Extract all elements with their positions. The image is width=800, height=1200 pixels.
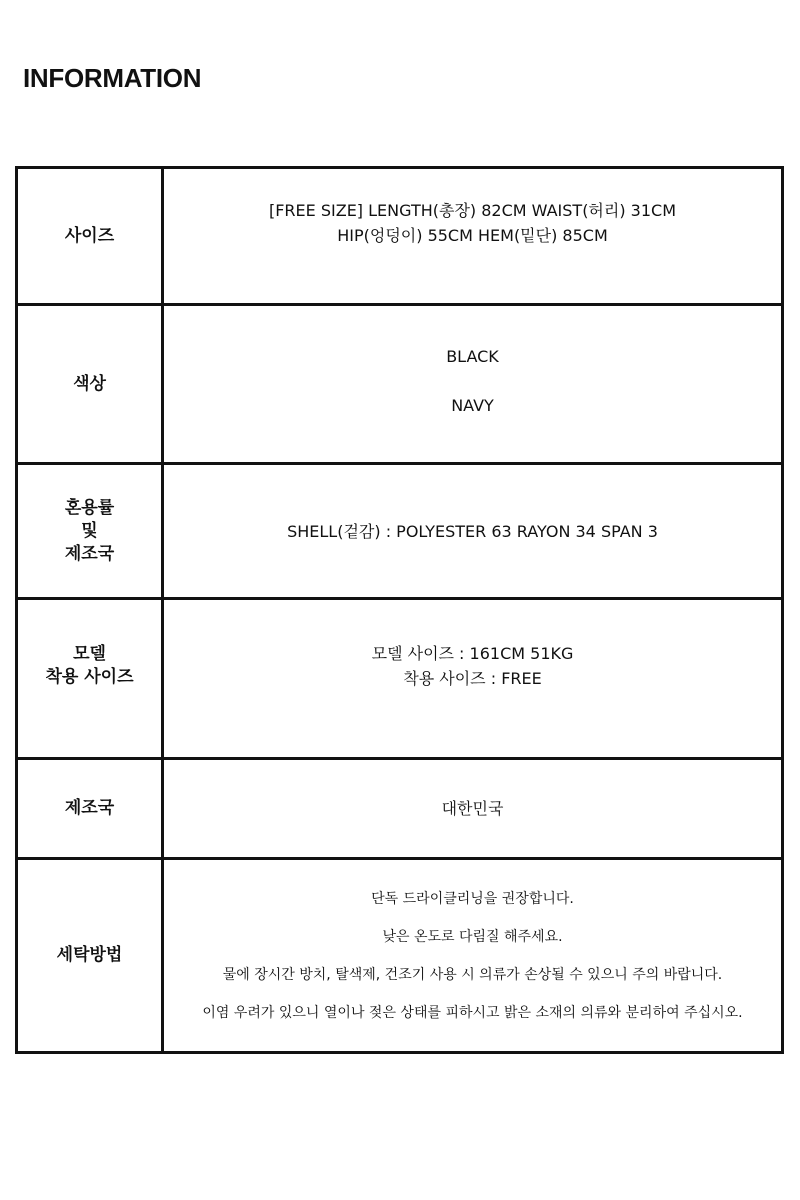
material-row: [18, 465, 781, 600]
worn-size-line: 착용 사이즈 : FREE: [403, 668, 542, 688]
care-row: [18, 860, 781, 1051]
color-row: [18, 306, 781, 465]
care-line-4: 이염 우려가 있으니 열이나 젖은 상태를 피하시고 밝은 소재의 의류와 분리하여 주십시오.: [202, 1004, 743, 1021]
size-value: [164, 169, 781, 303]
color-option-black: BLACK: [446, 347, 499, 366]
size-line-2: HIP(엉덩이) 55CM HEM(밑단) 85CM: [337, 226, 608, 245]
material-composition: SHELL(겉감) : POLYESTER 63 RAYON 34 SPAN 3: [287, 521, 658, 541]
model-size-line: 모델 사이즈 : 161CM 51KG: [371, 643, 574, 663]
material-label-line-1: 혼용률: [64, 497, 115, 518]
material-label-line-2: 및: [81, 520, 98, 541]
size-line-1: [FREE SIZE] LENGTH(총장) 82CM WAIST(허리) 31CM: [268, 201, 677, 220]
origin-value: 대한민국: [441, 799, 504, 818]
model-label: [18, 600, 164, 757]
material-label-line-3: 제조국: [64, 543, 115, 564]
size-row: [18, 169, 781, 306]
color-option-navy: NAVY: [451, 396, 494, 415]
care-line-1: 단독 드라이클리닝을 권장합니다.: [371, 890, 574, 907]
material-value: [164, 465, 781, 597]
page-title: INFORMATION: [23, 63, 202, 93]
product-info-table: [15, 166, 784, 1054]
model-row: [18, 600, 781, 760]
origin-row: [18, 760, 781, 860]
origin-label: 제조국: [18, 760, 164, 857]
care-line-2: 낮은 온도로 다림질 해주세요.: [382, 928, 563, 945]
care-label: 세탁방법: [18, 860, 164, 1051]
color-value: [164, 306, 781, 462]
material-label: [18, 465, 164, 597]
color-label: 색상: [18, 306, 164, 462]
size-label: 사이즈: [18, 169, 164, 303]
care-line-3: 물에 장시간 방치, 탈색제, 건조기 사용 시 의류가 손상될 수 있으니 주의 바랍니다.: [222, 966, 723, 983]
model-label-line-2: 착용 사이즈: [45, 666, 134, 687]
model-label-line-1: 모델: [73, 643, 106, 664]
model-value: [164, 600, 781, 757]
care-value: [164, 860, 781, 1051]
